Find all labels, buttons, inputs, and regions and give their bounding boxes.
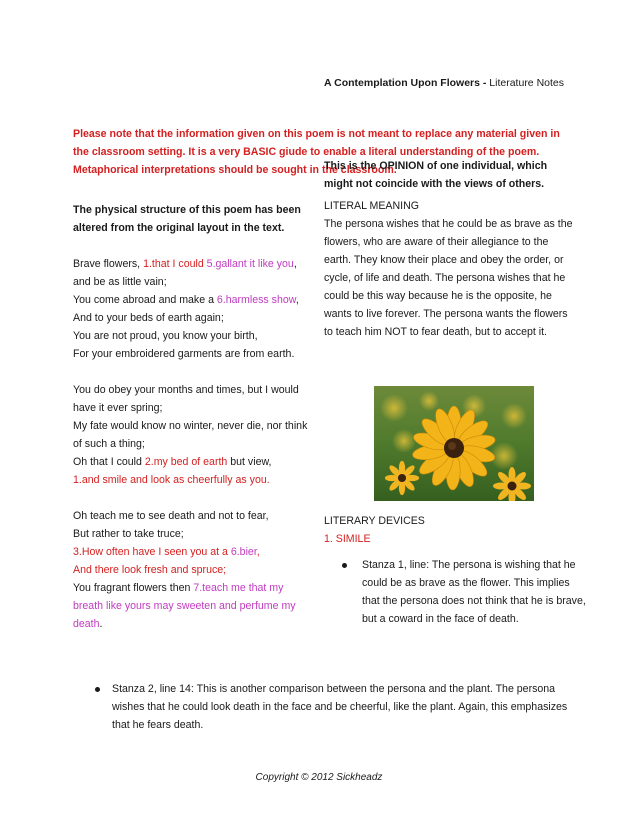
bullet-icon bbox=[342, 563, 347, 568]
flower-image-icon bbox=[374, 386, 534, 501]
annotated-text: 3.How often have I seen you at a bbox=[73, 546, 231, 558]
disclaimer-notice: Please note that the information given on this poem is not meant to replace any material given in the classroom setting. It is a very BASIC giude to enable a literal understanding of the poem. Metaphorical interpretations should be sought in the classroom. bbox=[73, 128, 560, 176]
copyright-footer: Copyright © 2012 Sickheadz bbox=[255, 772, 383, 783]
poem-line bbox=[73, 579, 313, 633]
poem-line: For your embroidered garments are from earth. bbox=[73, 348, 295, 360]
stanza-1 bbox=[73, 255, 313, 363]
opinion-disclaimer: This is the OPINION of one individual, which might not coincide with the views of others. bbox=[324, 160, 548, 190]
stanza-2 bbox=[73, 381, 313, 489]
annotated-text: 2.my bed of earth bbox=[144, 456, 228, 468]
list-item bbox=[95, 680, 575, 734]
poem-line bbox=[73, 255, 313, 291]
poem-line: You are not proud, you know your birth, bbox=[73, 330, 258, 342]
poem-text: You come abroad and make a bbox=[73, 294, 217, 306]
poem-text: , bbox=[295, 294, 299, 306]
annotated-text: 7.teach me that my breath like yours may sweeten and perfume my death bbox=[73, 582, 296, 630]
annotated-text: 6.bier bbox=[230, 546, 257, 558]
flower-photo bbox=[374, 386, 534, 501]
annotated-text: 6.harmless show bbox=[216, 294, 296, 306]
poem-line bbox=[73, 291, 313, 309]
poem-text: , and be as little vain; bbox=[73, 258, 297, 288]
poem-text: . bbox=[99, 618, 103, 630]
header-subtitle: Literature Notes bbox=[486, 77, 564, 89]
simile-point-2: Stanza 2, line 14: This is another comparison between the persona and the plant. The persona wishes that he could look death in the face and be cheerful, like the plant. Again, this emphasizes that he fears death. bbox=[112, 683, 568, 731]
list-item bbox=[342, 556, 588, 628]
analysis-column bbox=[324, 157, 576, 341]
simile-heading: 1. SIMILE bbox=[324, 533, 371, 545]
structure-note: The physical structure of this poem has been altered from the original layout in the text. bbox=[73, 204, 301, 234]
poem-line bbox=[73, 543, 313, 561]
simile-point-1: Stanza 1, line: The persona is wishing that he could be as brave as the flower. This implies that the persona does not think that he is brave, but a coward in the face of death. bbox=[362, 559, 586, 625]
annotated-text: , bbox=[256, 546, 260, 558]
poem-column bbox=[73, 201, 313, 651]
poem-line bbox=[73, 453, 313, 471]
poem-line: And there look fresh and spruce; bbox=[73, 564, 227, 576]
literal-meaning-heading: LITERAL MEANING bbox=[324, 200, 419, 212]
poem-text: but view, bbox=[227, 456, 272, 468]
poem-line: You do obey your months and times, but I would have it ever spring; bbox=[73, 384, 299, 414]
page-header bbox=[324, 76, 564, 90]
annotated-text: 1.that I could bbox=[143, 258, 207, 270]
stanza-3 bbox=[73, 507, 313, 633]
literal-meaning-text: The persona wishes that he could be as brave as the flowers, who are aware of their allegiance to the earth. They know their place and obey the order, or cycle, of life and death. The persona wishes that he could be this way because he is the opposite, he wants to live forever. The persona wants the flowers to teach him NOT to fear death, but to accept it. bbox=[324, 218, 573, 338]
literary-devices-section bbox=[324, 512, 576, 548]
poem-text: Oh that I could bbox=[73, 456, 145, 468]
poem-line: My fate would know no winter, never die, nor think of such a thing; bbox=[73, 420, 308, 450]
literary-devices-heading: LITERARY DEVICES bbox=[324, 515, 425, 527]
poem-line: 1.and smile and look as cheerfully as you. bbox=[73, 474, 270, 486]
poem-line: And to your beds of earth again; bbox=[73, 312, 224, 324]
bullet-icon bbox=[95, 687, 100, 692]
poem-line: Oh teach me to see death and not to fear, bbox=[73, 510, 269, 522]
poem-title: A Contemplation Upon Flowers - bbox=[324, 77, 487, 89]
poem-text: You fragrant flowers then bbox=[73, 582, 194, 594]
poem-text: Brave flowers, bbox=[73, 258, 144, 270]
annotated-text: 5.gallant it like you bbox=[206, 258, 294, 270]
poem-line: But rather to take truce; bbox=[73, 528, 184, 540]
